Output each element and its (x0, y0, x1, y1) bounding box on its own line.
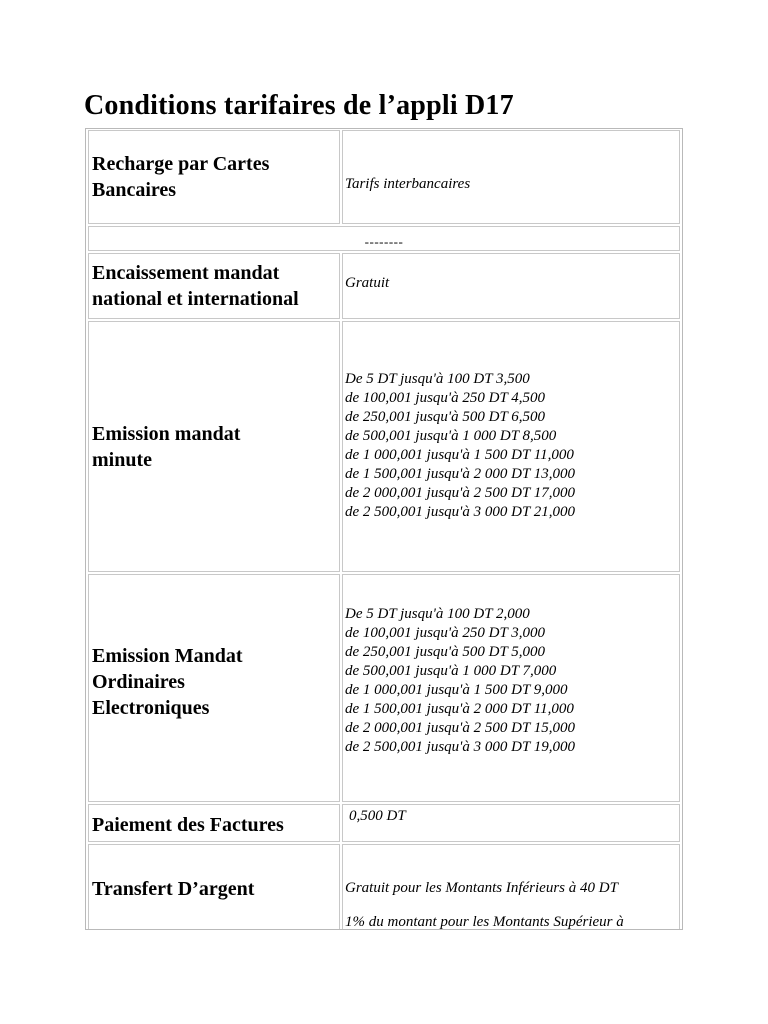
row-label: Transfert D’argent (92, 878, 255, 900)
tier-item: de 100,001 jusqu'à 250 DT 3,000 (345, 625, 546, 641)
transfer-line: 1% du montant pour les Montants Supérieur à (345, 914, 624, 930)
row-value: Gratuit (345, 274, 390, 291)
page-title: Conditions tarifaires de l’appli D17 (84, 90, 514, 121)
row-label: Emission mandat minute (92, 422, 241, 471)
table-row-recharge (88, 130, 680, 224)
separator-dashes: -------- (364, 233, 404, 249)
row-value: Tarifs interbancaires (345, 175, 471, 192)
tier-item: de 2 500,001 jusqu'à 3 000 DT 21,000 (345, 503, 576, 520)
label-cell (88, 130, 340, 224)
tier-item: de 1 500,001 jusqu'à 2 000 DT 13,000 (345, 465, 576, 482)
value-cell (342, 844, 680, 930)
label-cell (88, 804, 340, 842)
tier-list (345, 605, 575, 757)
row-label: Recharge par Cartes Bancaires (92, 153, 270, 201)
tier-item: de 250,001 jusqu'à 500 DT 6,500 (345, 408, 546, 425)
value-cell (342, 321, 680, 572)
tier-item: de 1 000,001 jusqu'à 1 500 DT 11,000 (345, 446, 574, 463)
tier-item: De 5 DT jusqu'à 100 DT 2,000 (345, 606, 530, 622)
label-cell (88, 844, 340, 930)
tier-item: de 1 000,001 jusqu'à 1 500 DT 9,000 (345, 682, 568, 698)
tier-item: de 250,001 jusqu'à 500 DT 5,000 (345, 644, 546, 660)
table-row-transfert (88, 844, 680, 930)
transfer-line: Gratuit pour les Montants Inférieurs à 40 DT (345, 880, 618, 896)
label-cell (88, 321, 340, 572)
tariff-table (85, 128, 683, 930)
tier-item: de 100,001 jusqu'à 250 DT 4,500 (345, 389, 546, 406)
row-label: Paiement des Factures (92, 814, 284, 836)
tier-item: de 500,001 jusqu'à 1 000 DT 7,000 (345, 663, 557, 679)
label-cell (88, 574, 340, 802)
transfer-lines (345, 879, 624, 930)
label-cell (88, 253, 340, 319)
tier-item: de 1 500,001 jusqu'à 2 000 DT 11,000 (345, 701, 574, 717)
tier-item: de 2 000,001 jusqu'à 2 500 DT 15,000 (345, 720, 576, 736)
table-row-factures (88, 804, 680, 842)
separator-cell (88, 226, 680, 251)
value-cell (342, 130, 680, 224)
tier-item: De 5 DT jusqu'à 100 DT 3,500 (345, 370, 530, 387)
value-cell (342, 804, 680, 842)
table-row-mandat-minute (88, 321, 680, 572)
value-cell (342, 253, 680, 319)
row-value: 0,500 DT (349, 808, 406, 824)
table-row-encaissement (88, 253, 680, 319)
tier-list (345, 370, 575, 522)
table-row-separator (88, 226, 680, 251)
row-label: Emission Mandat Ordinaires Electroniques (92, 645, 243, 719)
tier-item: de 500,001 jusqu'à 1 000 DT 8,500 (345, 427, 557, 444)
tier-item: de 2 000,001 jusqu'à 2 500 DT 17,000 (345, 484, 576, 501)
table-row-mandat-ordinaire (88, 574, 680, 802)
tier-item: de 2 500,001 jusqu'à 3 000 DT 19,000 (345, 739, 576, 755)
value-cell (342, 574, 680, 802)
row-label: Encaissement mandat national et international (92, 262, 299, 310)
